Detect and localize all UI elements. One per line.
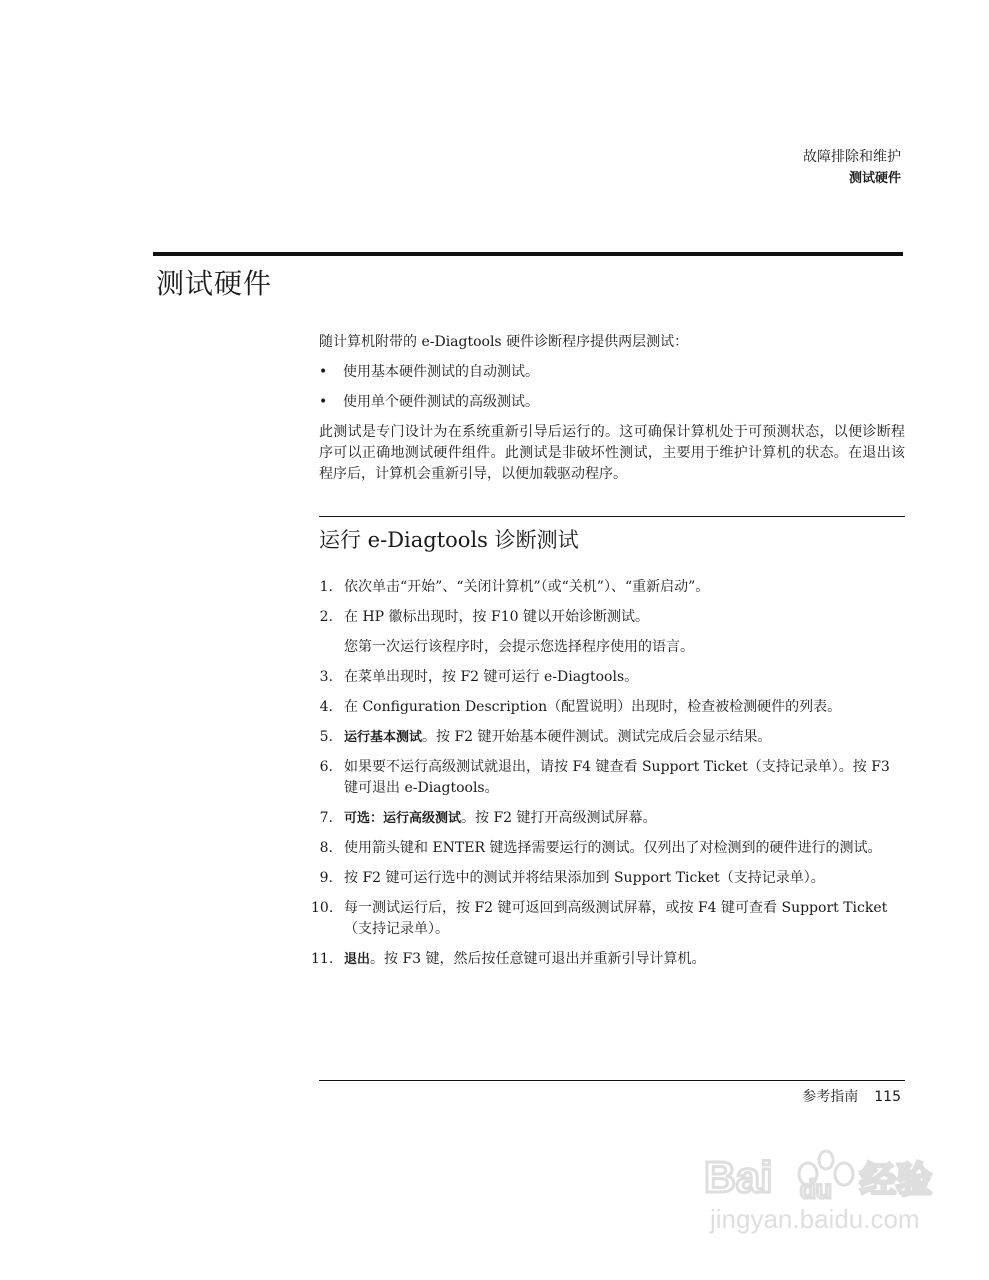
step-item: [311, 898, 905, 940]
intro-body: [319, 332, 905, 485]
step-bold-label: 退出: [344, 952, 371, 967]
step-number: 6.: [319, 759, 333, 775]
step-number: 2.: [319, 609, 333, 625]
bullet-text: 使用单个硬件测试的高级测试。: [343, 394, 539, 410]
step-item: [311, 727, 905, 748]
step-number: 10.: [311, 900, 334, 916]
step-note: 您第一次运行该程序时，会提示您选择程序使用的语言。: [344, 639, 694, 655]
step-item: [311, 838, 905, 859]
step-item: [311, 697, 905, 718]
bullet-dot-icon: •: [319, 364, 328, 380]
bullet-dot-icon: •: [319, 394, 328, 410]
running-header: [803, 146, 901, 190]
step-text: 按 F2 键可运行选中的测试并将结果添加到 Support Ticket（支持记录单）。: [344, 870, 825, 886]
step-item: [311, 808, 905, 829]
svg-text:du: du: [800, 1174, 832, 1204]
subsection-rule: [319, 516, 905, 517]
step-text: 每一测试运行后，按 F2 键可返回到高级测试屏幕，或按 F4 键可查看 Support Ticket（支持记录单）。: [344, 900, 888, 937]
step-text: 在菜单出现时，按 F2 键可运行 e-Diagtools。: [344, 669, 639, 685]
bullet-text: 使用基本硬件测试的自动测试。: [343, 364, 539, 380]
intro-text: 随计算机附带的 e-Diagtools 硬件诊断程序提供两层测试：: [319, 334, 689, 350]
step-text: 。按 F2 键打开高级测试屏幕。: [461, 810, 657, 826]
footer-book-title: 参考指南: [802, 1089, 859, 1105]
step-number: 8.: [319, 840, 333, 856]
step-number: 7.: [319, 810, 333, 826]
step-text: 在 Configuration Description（配置说明）出现时，检查被检测硬件的列表。: [344, 699, 842, 715]
step-item: [311, 868, 905, 889]
step-text: 如果要不运行高级测试就退出，请按 F4 键查看 Support Ticket（支持记录单）。按 F3 键可退出 e-Diagtools。: [344, 759, 890, 796]
bullet-item: [319, 392, 905, 413]
section-title: 测试硬件: [156, 267, 273, 300]
steps-list: [311, 577, 905, 979]
description-paragraph: 此测试是专门设计为在系统重新引导后运行的。这可确保计算机处于可预测状态，以便诊断程序可以正确地测试硬件组件。此测试是非破坏性测试，主要用于维护计算机的状态。在退出该程序后，计算机会重新引导，以便加载驱动程序。: [319, 424, 905, 482]
step-text: 依次单击“开始”、“关闭计算机”（或“关机”）、“重新启动”。: [344, 579, 710, 595]
footer-rule: [319, 1080, 905, 1081]
bullet-item: [319, 362, 905, 383]
baidu-watermark-logo: [700, 1130, 940, 1240]
bullet-list: [319, 362, 905, 413]
step-text: 在 HP 徽标出现时，按 F10 键以开始诊断测试。: [344, 609, 649, 625]
chapter-rule: [153, 252, 903, 256]
step-text: 。按 F3 键，然后按任意键可退出并重新引导计算机。: [370, 951, 706, 967]
header-section: 测试硬件: [848, 171, 901, 186]
step-number: 4.: [319, 699, 333, 715]
svg-text:经验: 经验: [860, 1160, 933, 1201]
step-number: 3.: [319, 669, 333, 685]
step-text: 使用箭头键和 ENTER 键选择需要运行的测试。仅列出了对检测到的硬件进行的测试。: [344, 840, 882, 856]
page-number: 115: [874, 1089, 901, 1105]
svg-text:jingyan.baidu.com: jingyan.baidu.com: [710, 1204, 920, 1234]
step-text: 。按 F2 键开始基本硬件测试。测试完成后会显示结果。: [422, 729, 772, 745]
step-item: [311, 757, 905, 799]
header-chapter: 故障排除和维护: [803, 149, 901, 165]
step-item: [311, 607, 905, 658]
step-number: 5.: [319, 729, 333, 745]
page-footer: [802, 1086, 901, 1106]
subsection-title: 运行 e-Diagtools 诊断测试: [319, 528, 579, 552]
step-bold-label: 可选：运行高级测试: [344, 811, 462, 826]
step-item: [311, 949, 905, 970]
step-number: 1.: [319, 579, 333, 595]
step-number: 11.: [311, 951, 334, 967]
step-number: 9.: [319, 870, 333, 886]
step-bold-label: 运行基本测试: [344, 730, 423, 745]
svg-text:Bai: Bai: [704, 1153, 773, 1202]
step-item: [311, 577, 905, 598]
step-item: [311, 667, 905, 688]
